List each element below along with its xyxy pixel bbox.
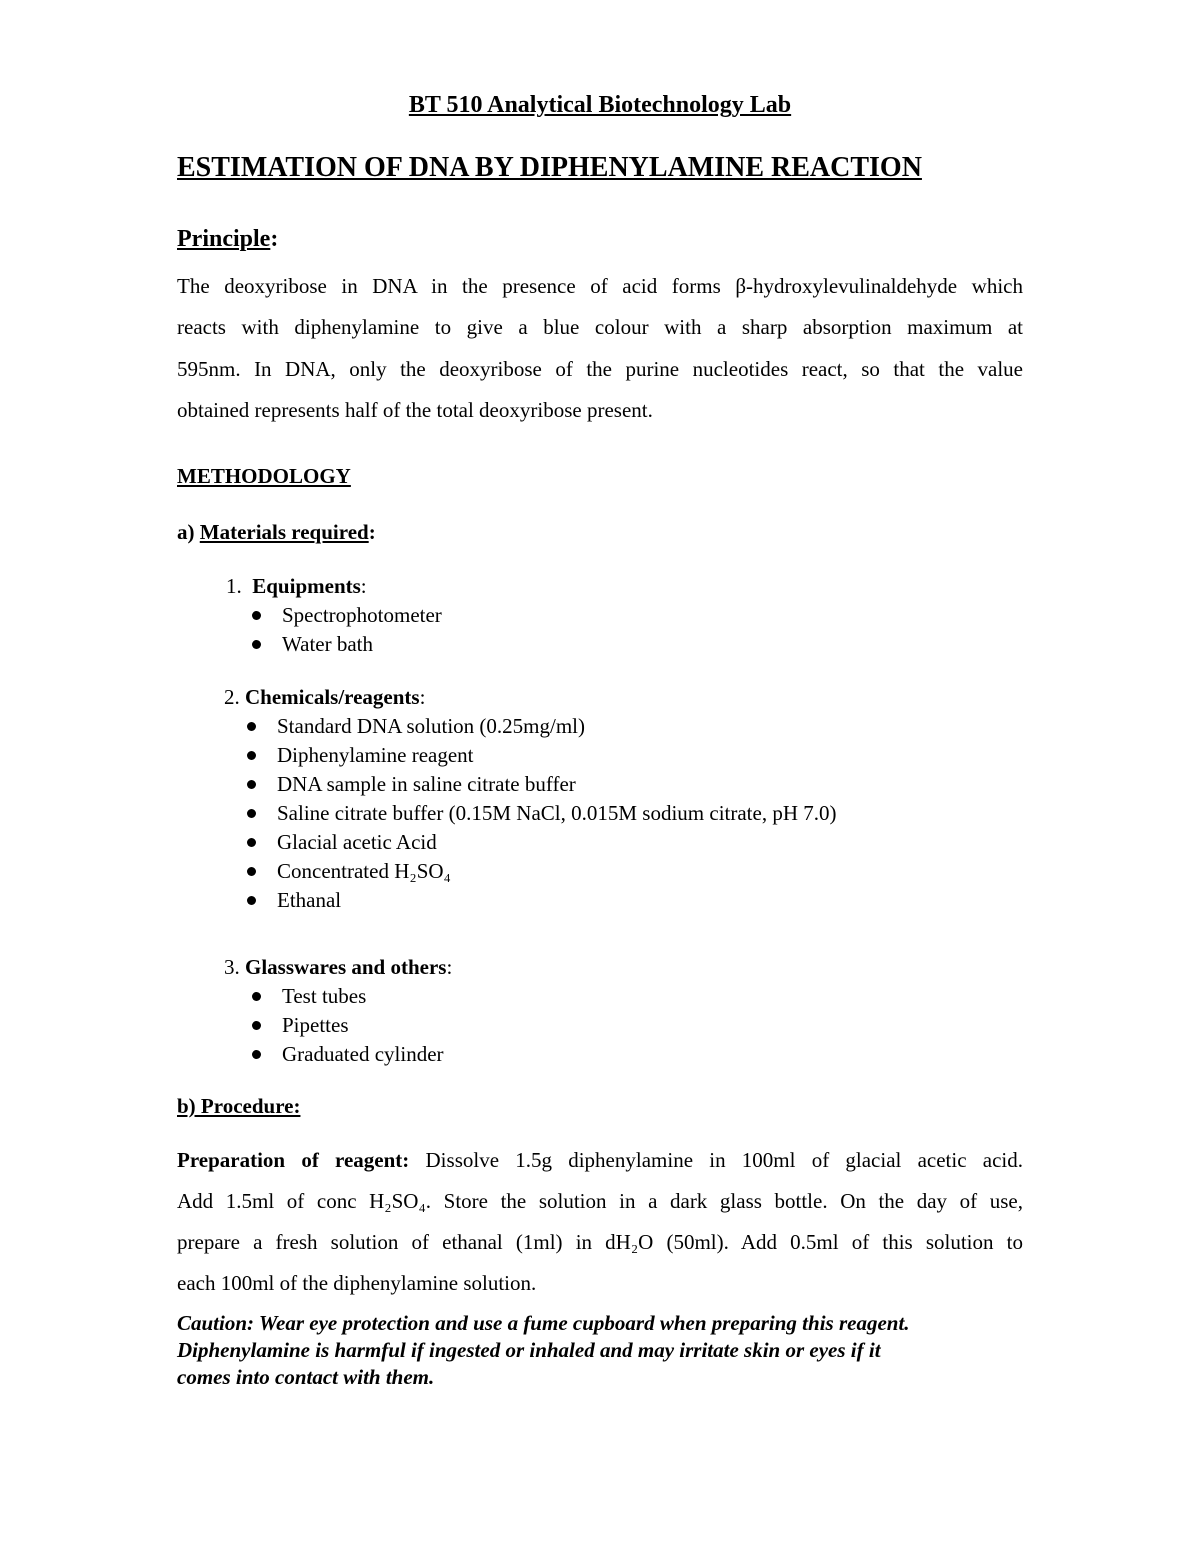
bullet-icon	[247, 809, 256, 818]
preparation-text: Dissolve 1.5g diphenylamine in 100ml of glacial acetic acid.	[409, 1148, 1023, 1172]
list-item-text: Standard DNA solution (0.25mg/ml)	[277, 714, 585, 738]
equipments-colon: :	[360, 574, 367, 598]
list-item	[277, 830, 437, 855]
caution-line-2: Diphenylamine is harmful if ingested or inhaled and may irritate skin or eyes if it	[177, 1338, 881, 1362]
list-item	[282, 1042, 444, 1067]
list-item	[282, 603, 442, 628]
chemicals-number: 2.	[224, 685, 240, 709]
glasswares-heading-text: Glasswares and others	[245, 955, 447, 979]
bullet-icon	[252, 640, 261, 649]
bullet-icon	[252, 992, 261, 1001]
list-item	[277, 714, 585, 739]
materials-prefix: a)	[177, 520, 200, 544]
list-item-text: Glacial acetic Acid	[277, 830, 437, 854]
list-item-text: Graduated cylinder	[282, 1042, 444, 1066]
bullet-icon	[247, 751, 256, 760]
document-title: ESTIMATION OF DNA BY DIPHENYLAMINE REACTION	[177, 152, 922, 183]
preparation-line-2: Add 1.5ml of conc H₂SO₄. Store the solution in a dark glass bottle. On the day of use,	[177, 1189, 1023, 1213]
bullet-icon	[247, 838, 256, 847]
preparation-line-1	[177, 1140, 1023, 1181]
caution-line-3: comes into contact with them.	[177, 1365, 435, 1389]
glasswares-number: 3.	[224, 955, 240, 979]
bullet-icon	[252, 611, 261, 620]
list-item-text: Saline citrate buffer (0.15M NaCl, 0.015M sodium citrate, pH 7.0)	[277, 801, 837, 825]
preparation-line-3: prepare a fresh solution of ethanal (1ml) in dH₂O (50ml). Add 0.5ml of this solution to	[177, 1230, 1023, 1254]
list-item-text: DNA sample in saline citrate buffer	[277, 772, 576, 796]
bullet-icon	[247, 780, 256, 789]
list-item	[277, 859, 451, 884]
materials-colon: :	[368, 520, 376, 544]
bullet-icon	[247, 867, 256, 876]
procedure-heading: b) Procedure:	[177, 1094, 301, 1118]
principle-line-4: obtained represents half of the total deoxyribose present.	[177, 398, 653, 422]
principle-heading	[177, 226, 278, 253]
preparation-label: Preparation of reagent:	[177, 1148, 410, 1172]
list-item	[277, 772, 576, 797]
principle-colon: :	[270, 226, 279, 252]
bullet-icon	[247, 896, 256, 905]
list-item-text: Water bath	[282, 632, 374, 656]
principle-line-2: reacts with diphenylamine to give a blue colour with a sharp absorption maximum at	[177, 315, 1023, 339]
list-item	[282, 632, 373, 657]
preparation-line-4: each 100ml of the diphenylamine solution.	[177, 1271, 537, 1295]
list-item-text: Test tubes	[282, 984, 367, 1008]
glasswares-colon: :	[446, 955, 453, 979]
caution-line-1: Caution: Wear eye protection and use a fume cupboard when preparing this reagent.	[177, 1311, 910, 1335]
list-item	[277, 743, 474, 768]
chemicals-heading-text: Chemicals/reagents	[245, 685, 420, 709]
principle-line-3: 595nm. In DNA, only the deoxyribose of the purine nucleotides react, so that the value	[177, 357, 1023, 381]
methodology-heading: METHODOLOGY	[177, 464, 351, 488]
equipments-number: 1.	[226, 574, 242, 598]
list-item	[277, 888, 341, 913]
principle-heading-text: Principle	[177, 226, 271, 252]
principle-line-1: The deoxyribose in DNA in the presence of acid forms β-hydroxylevulinaldehyde which	[177, 274, 1023, 298]
list-item-text: Spectrophotometer	[282, 603, 442, 627]
equipments-heading	[226, 574, 367, 599]
bullet-icon	[252, 1050, 261, 1059]
chemicals-colon: :	[419, 685, 426, 709]
list-item	[282, 984, 366, 1009]
materials-heading-text: Materials required	[199, 520, 369, 544]
bullet-icon	[252, 1021, 261, 1030]
materials-heading	[177, 520, 376, 545]
list-item-text: Concentrated H₂SO₄	[277, 859, 451, 883]
list-item	[282, 1013, 349, 1038]
list-item-text: Diphenylamine reagent	[277, 743, 474, 767]
glasswares-heading	[224, 955, 452, 980]
equipments-heading-text: Equipments	[252, 574, 361, 598]
chemicals-heading	[224, 685, 425, 710]
list-item-text: Ethanal	[277, 888, 342, 912]
list-item-text: Pipettes	[282, 1013, 349, 1037]
bullet-icon	[247, 722, 256, 731]
course-title: BT 510 Analytical Biotechnology Lab	[408, 92, 792, 118]
list-item	[277, 801, 837, 826]
